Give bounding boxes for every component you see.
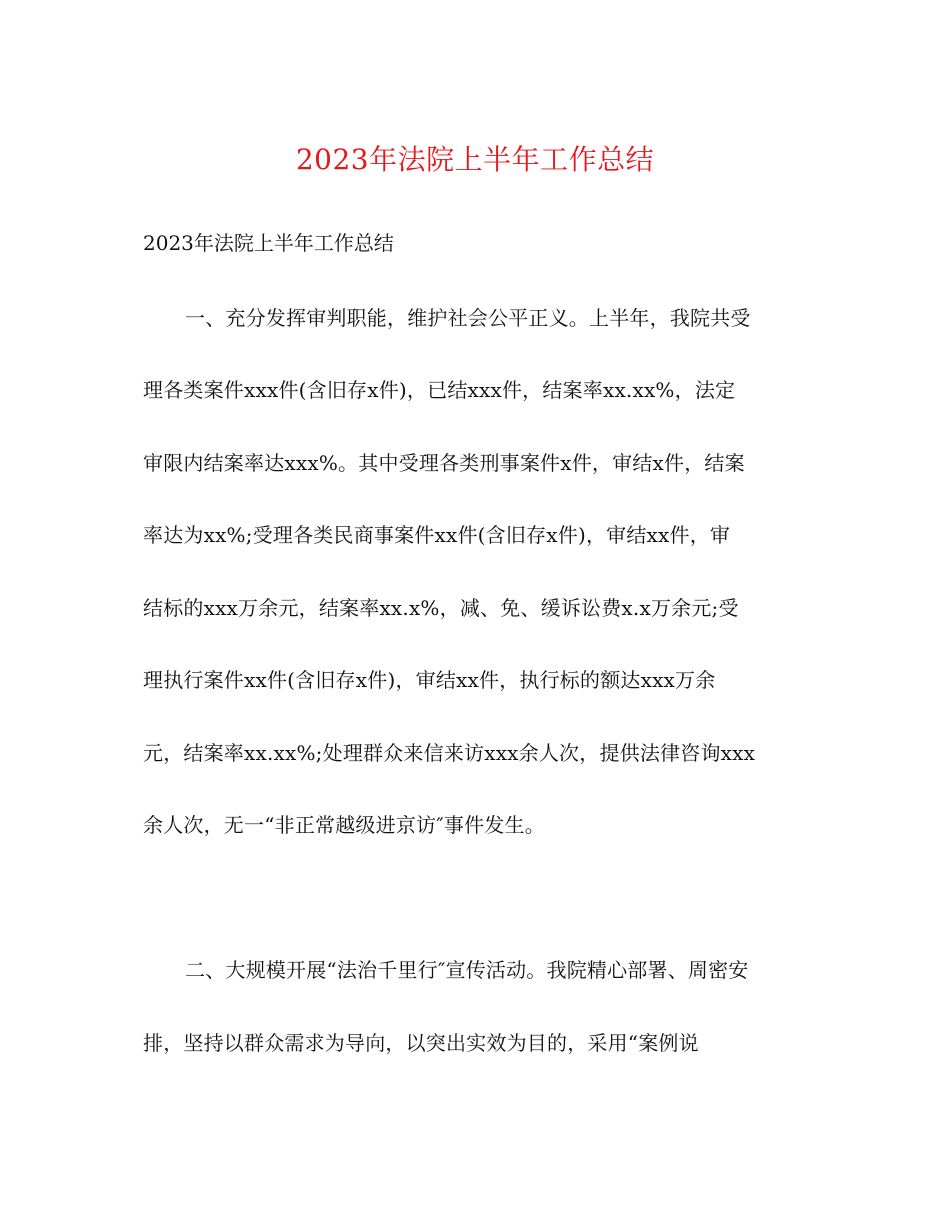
paragraph-line: 率达为xx%;受理各类民商事案件xx件(含旧存x件)，审结xx件，审 — [143, 523, 731, 547]
paragraph-line: 元，结案率xx.xx%;处理群众来信来访xxx余人次，提供法律咨询xxx — [143, 741, 756, 765]
document-subtitle: 2023年法院上半年工作总结 — [143, 231, 394, 255]
document-title: 2023年法院上半年工作总结 — [295, 143, 655, 176]
paragraph-line: 理执行案件xx件(含旧存x件)，审结xx件，执行标的额达xxx万余 — [143, 668, 716, 692]
paragraph-line: 理各类案件xxx件(含旧存x件)，已结xxx件，结案率xx.xx%，法定 — [143, 378, 736, 402]
paragraph-line: 结标的xxx万余元，结案率xx.x%，减、免、缓诉讼费x.x万余元;受 — [143, 596, 739, 620]
paragraph-line: 余人次，无一“非正常越级进京访″事件发生。 — [143, 813, 545, 837]
paragraph-line: 二、大规模开展“法治千里行″宣传活动。我院精心部署、周密安 — [185, 958, 749, 982]
paragraph-line: 排，坚持以群众需求为导向，以突出实效为目的，采用“案例说 — [143, 1031, 699, 1055]
paragraph-line: 审限内结案率达xxx%。其中受理各类刑事案件x件，审结x件，结案 — [143, 451, 745, 475]
paragraph-line: 一、充分发挥审判职能，维护社会公平正义。上半年，我院共受 — [185, 306, 751, 330]
